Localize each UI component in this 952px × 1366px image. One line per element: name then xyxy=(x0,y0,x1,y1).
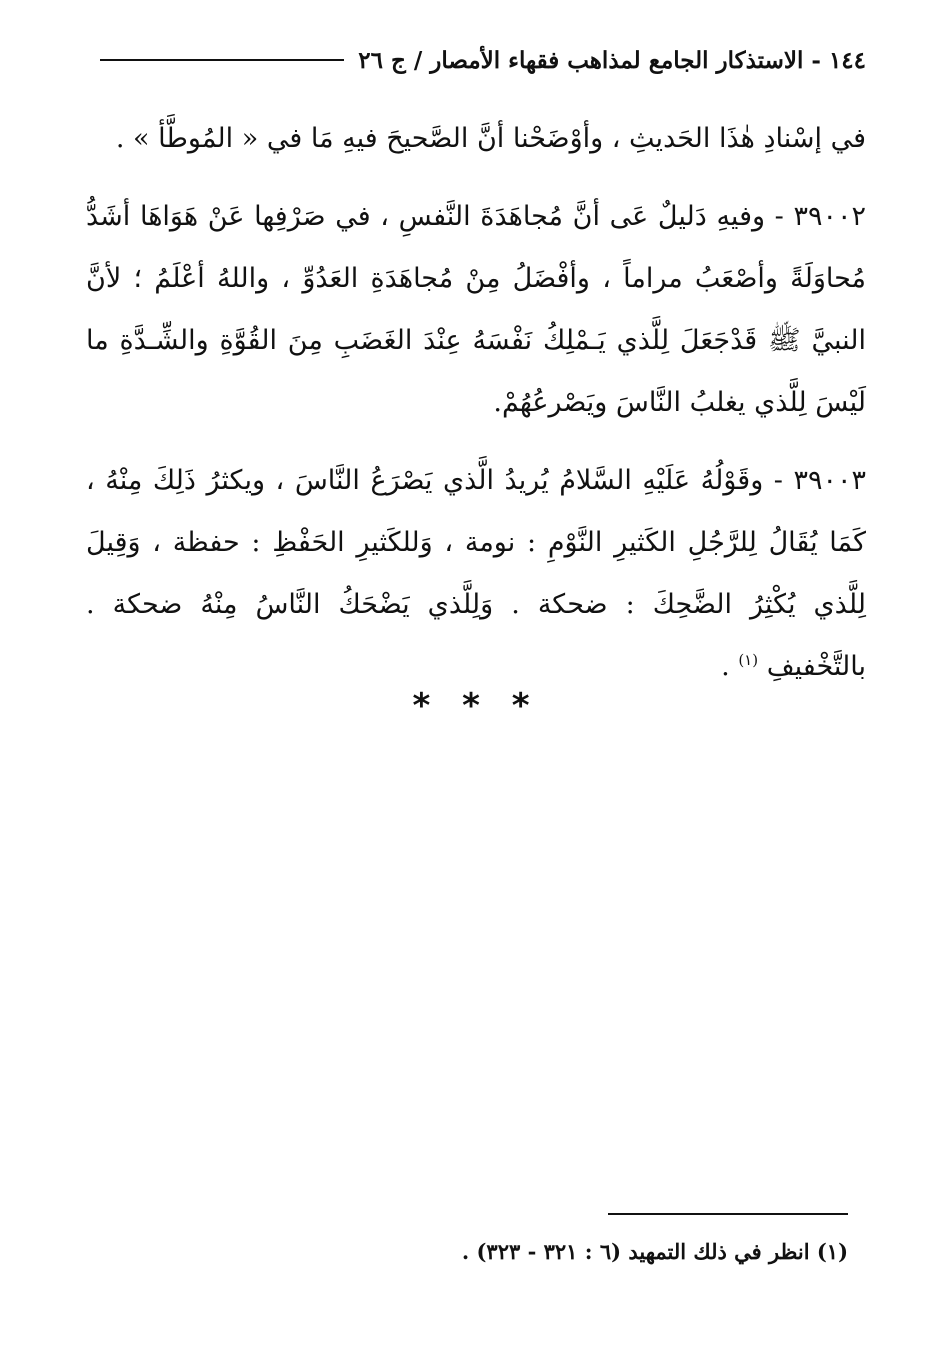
paragraph-39003 xyxy=(86,450,866,698)
header-rule xyxy=(100,59,344,61)
paragraph-39002: ٣٩٠٠٢ - وفيهِ دَليلٌ عَى أنَّ مُجاهَدَةَ النَّفسِ ، في صَرْفِها عَنْ هَوَاهَا أشَدُّ مُحاوَلَةً وأصْعَبُ مراماً ، وأفْضَلُ مِنْ مُجاهَدَةِ العَدُوِّ ، واللهُ أعْلَمُ ؛ لأنَّ النبيَّ ﷺ قَدْجَعَلَ لِلَّذي يَـمْلِكُ نَفْسَهُ عِنْدَ الغَضَبِ مِنَ القُوَّةِ والشِّـدَّةِ ما لَيْسَ لِلَّذي يغلبُ النَّاسَ ويَصْرعُهُمْ. xyxy=(86,201,866,418)
section-separator: * * * xyxy=(412,686,540,726)
paragraph-39003-end: . xyxy=(721,651,739,682)
footnote: (١) انظر في ذلك التمهيد (٦ : ٣٢١ - ٣٢٣) . xyxy=(461,1239,848,1264)
footnote-rule xyxy=(608,1213,848,1215)
paragraph-1: في إسْنادِ هٰذَا الحَديثِ ، وأوْضَحْنا أنَّ الصَّحيحَ فيهِ مَا في « المُوطَّأ » . xyxy=(115,123,866,154)
paragraph-39003-text: ٣٩٠٠٣ - وقَوْلُهُ عَلَيْهِ السَّلامُ يُريدُ الَّذي يَصْرَعُ النَّاسَ ، ويكثرُ ذَلِكَ مِنْهُ ، كَمَا يُقَالُ لِلرَّجُلِ الكَثيرِ النَّوْمِ : نومة ، وَللكَثيرِ الحَفْظِ : حفظة ، وَقِيلَ لِلَّذي يُكْثِرُ الضَّحِكَ : ضحكة . وَلِلَّذي يَضْحَكُ النَّاسُ مِنْهُ ضحكة . بالتَّخْفيفِ xyxy=(86,465,866,682)
footnote-reference: (١) xyxy=(738,651,759,669)
page-header xyxy=(100,40,866,80)
main-text xyxy=(86,108,866,714)
running-header-title: ١٤٤ - الاستذكار الجامع لمذاهب فقهاء الأمصار / ج ٢٦ xyxy=(358,46,866,74)
